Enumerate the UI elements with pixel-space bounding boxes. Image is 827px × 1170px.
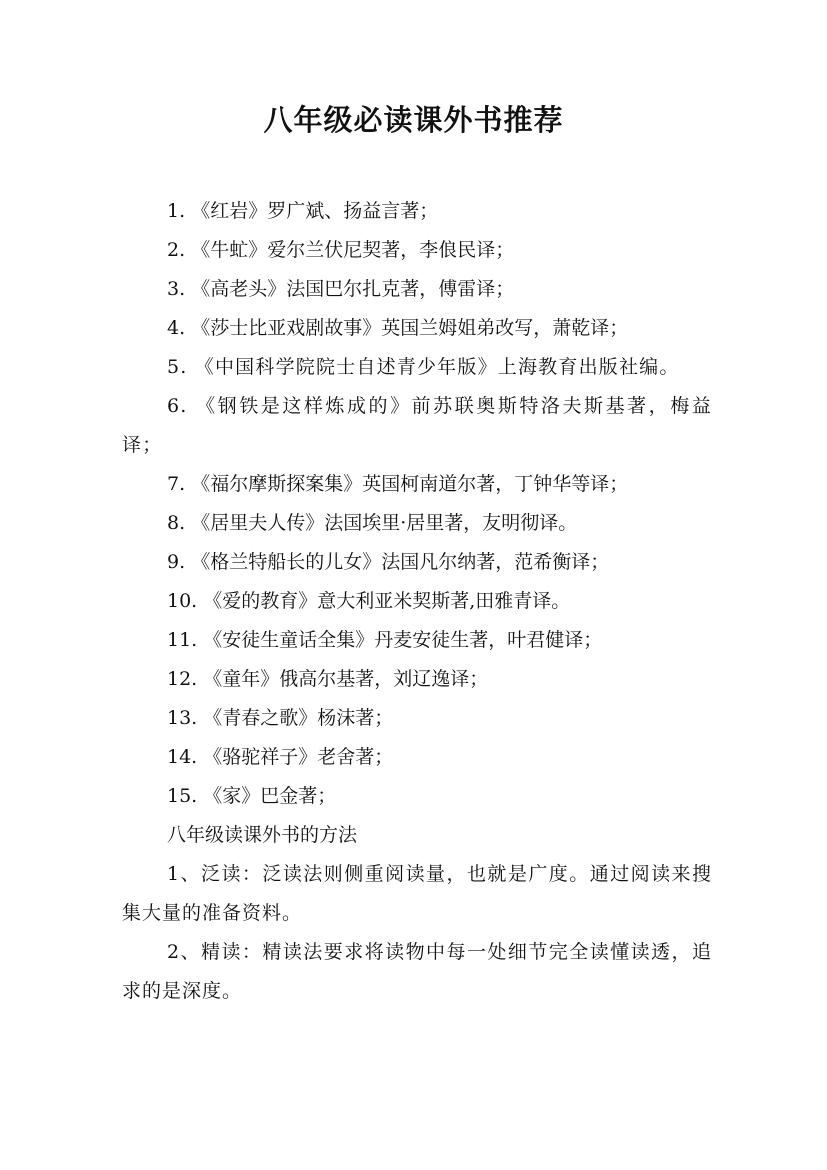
list-number: 13. xyxy=(167,707,198,729)
list-text: 《青春之歌》杨沫著； xyxy=(203,707,394,729)
list-number: 1. xyxy=(167,200,186,222)
list-number: 7. xyxy=(167,473,186,495)
list-number: 10. xyxy=(167,590,198,612)
list-item xyxy=(122,660,712,699)
page-title: 八年级必读课外书推荐 xyxy=(263,103,564,137)
list-text: 《爱的教育》意大利亚米契斯著,田雅青译。 xyxy=(203,590,571,612)
list-number: 11. xyxy=(167,629,198,651)
list-item xyxy=(122,777,712,816)
list-text: 《红岩》罗广斌、扬益言著； xyxy=(191,200,439,222)
list-item xyxy=(122,621,712,660)
list-number: 3. xyxy=(167,278,186,300)
list-number: 12. xyxy=(167,668,198,690)
list-text: 《钢铁是这样炼成的》前苏联奥斯特洛夫斯基著，梅益译； xyxy=(122,395,712,456)
list-text: 《高老头》法国巴尔扎克著，傅雷译； xyxy=(191,278,515,300)
list-number: 5. xyxy=(167,356,188,378)
list-number: 9. xyxy=(167,551,186,573)
list-item xyxy=(122,192,712,231)
list-text: 《居里夫人传》法国埃里·居里著，友明彻译。 xyxy=(191,512,578,534)
list-item xyxy=(122,465,712,504)
list-text: 《中国科学院院士自述青少年版》上海教育出版社编。 xyxy=(194,356,680,378)
list-number: 4. xyxy=(167,317,186,339)
list-text: 《家》巴金著； xyxy=(203,785,337,807)
method-paragraph: 2、精读：精读法要求将读物中每一处细节完全读懂读透，追求的是深度。 xyxy=(122,941,712,1002)
list-item xyxy=(122,348,712,387)
list-item xyxy=(122,309,712,348)
list-number: 8. xyxy=(167,512,186,534)
list-text: 《骆驼祥子》老舍著； xyxy=(203,746,394,768)
list-item xyxy=(122,582,712,621)
list-item xyxy=(122,387,712,465)
list-item xyxy=(122,504,712,543)
list-item xyxy=(122,543,712,582)
list-number: 15. xyxy=(167,785,198,807)
document-body xyxy=(122,192,712,1011)
list-number: 14. xyxy=(167,746,198,768)
list-text: 《牛虻》爱尔兰伏尼契著，李俍民译； xyxy=(191,239,515,261)
list-number: 2. xyxy=(167,239,186,261)
list-item xyxy=(122,699,712,738)
list-text: 《安徒生童话全集》丹麦安徒生著，叶君健译； xyxy=(203,629,603,651)
method-paragraph: 1、泛读：泛读法则侧重阅读量，也就是广度。通过阅读来搜集大量的准备资料。 xyxy=(122,863,712,924)
list-text: 《格兰特船长的儿女》法国凡尔纳著，范希衡译； xyxy=(191,551,610,573)
list-text: 《福尔摩斯探案集》英国柯南道尔著，丁钟华等译； xyxy=(191,473,629,495)
list-text: 《童年》俄高尔基著，刘辽逸译； xyxy=(203,668,489,690)
list-item xyxy=(122,231,712,270)
list-item xyxy=(122,738,712,777)
section-heading: 八年级读课外书的方法 xyxy=(167,824,358,846)
list-text: 《莎士比亚戏剧故事》英国兰姆姐弟改写，萧乾译； xyxy=(191,317,629,339)
list-item xyxy=(122,270,712,309)
list-number: 6. xyxy=(167,395,188,417)
